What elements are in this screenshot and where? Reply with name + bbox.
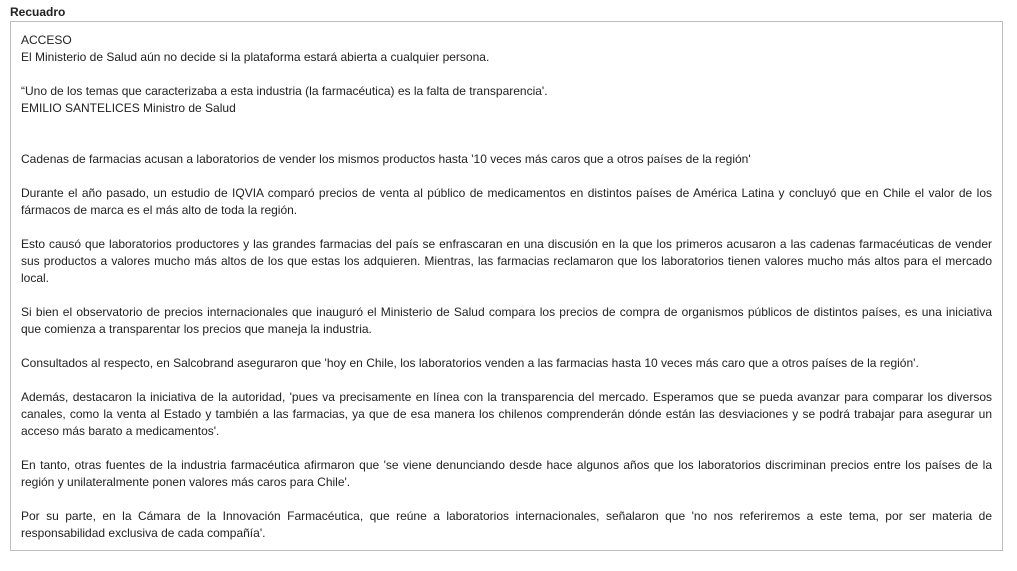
- spacer: [21, 168, 992, 185]
- box-quote: “Uno de los temas que caracterizaba a esta industria (la farmacéutica) es la falta de transparencia'.: [21, 84, 548, 98]
- section-title: Recuadro: [10, 5, 66, 19]
- spacer: [21, 117, 992, 151]
- spacer: [21, 440, 992, 457]
- paragraph-8: Por su parte, en la Cámara de la Innovación Farmacéutica, que reúne a laboratorios internacionales, señalaron que 'no nos referiremos a este tema, por ser materia de responsabilidad exclusiva de cada compañía'.: [21, 509, 992, 540]
- box-quote-author: EMILIO SANTELICES Ministro de Salud: [21, 101, 236, 115]
- box-intro: El Ministerio de Salud aún no decide si la plataforma estará abierta a cualquier persona.: [21, 50, 490, 64]
- spacer: [21, 491, 992, 508]
- spacer: [21, 287, 992, 304]
- paragraph-7: En tanto, otras fuentes de la industria farmacéutica afirmaron que 'se viene denunciando desde hace algunos años que los laboratorios discriminan precios entre los países de la región y unilateralmente ponen valores más caros para Chile'.: [21, 458, 992, 489]
- paragraph-2: Durante el año pasado, un estudio de IQVIA comparó precios de venta al público de medicamentos en distintos países de América Latina y concluyó que en Chile el valor de los fármacos de marca es el más alto de toda la región.: [21, 186, 992, 217]
- paragraph-6: Además, destacaron la iniciativa de la autoridad, 'pues va precisamente en línea con la transparencia del mercado. Esperamos que se pueda avanzar para comparar los diversos canales, como la venta al Estado y también a las farmacias, ya que de esa manera los chilenos comprenderán dónde están las desviaciones y se podrá trabajar para asegurar un acceso más barato a medicamentos'.: [21, 390, 992, 438]
- spacer: [21, 66, 992, 83]
- recuadro-box: [10, 21, 1003, 551]
- spacer: [21, 372, 992, 389]
- spacer: [21, 338, 992, 355]
- paragraph-1: Cadenas de farmacias acusan a laboratorios de vender los mismos productos hasta '10 veces más caros que a otros países de la región': [21, 152, 751, 166]
- spacer: [21, 219, 992, 236]
- box-heading: ACCESO: [21, 33, 72, 47]
- paragraph-3: Esto causó que laboratorios productores y las grandes farmacias del país se enfrascaran en una discusión en la que los primeros acusaron a las cadenas farmacéuticas de vender sus productos a valores mucho más altos de los que estas los adquieren. Mientras, las farmacias reclamaron que los laboratorios tienen valores mucho más altos para el mercado local.: [21, 237, 992, 285]
- paragraph-4: Si bien el observatorio de precios internacionales que inauguró el Ministerio de Salud compara los precios de compra de organismos públicos de distintos países, es una iniciativa que comienza a transparentar los precios que maneja la industria.: [21, 305, 992, 336]
- paragraph-5: Consultados al respecto, en Salcobrand aseguraron que 'hoy en Chile, los laboratorios venden a las farmacias hasta 10 veces más caro que a otros países de la región'.: [21, 356, 919, 370]
